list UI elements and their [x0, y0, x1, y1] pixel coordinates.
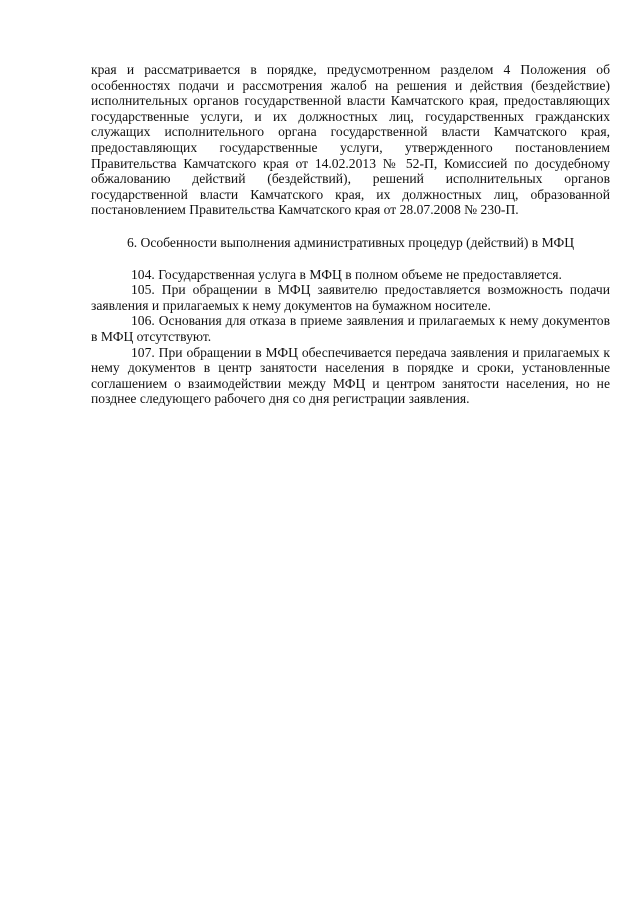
continued-paragraph: края и рассматривается в порядке, предусмотренном разделом 4 Положения об особенностях подачи и рассмотрения жалоб на решения и действия (бездействие) исполнительных органов государственной власти Камчатского края, предоставляющих государственные услуги, и их должностных лиц, государственных гражданских служащих исполнительного органа государственной власти Камчатского края, предоставляющих государственные услуги, утвержденного постановлением Правительства Камчатского края от 14.02.2013 № 52-П, Комиссией по досудебному обжалованию действий (бездействий), решений исполнительных органов государственной власти Камчатского края, их должностных лиц, образованной постановлением Правительства Камчатского края от 28.07.2008 № 230-П.	[91, 62, 610, 218]
section-heading: 6. Особенности выполнения административных процедур (действий) в МФЦ	[126, 234, 575, 250]
paragraph-104: 104. Государственная услуга в МФЦ в полном объеме не предоставляется.	[131, 266, 562, 282]
paragraph-107: 107. При обращении в МФЦ обеспечивается передача заявления и прилагаемых к нему документов в центр занятости населения в порядке и сроки, установленные соглашением о взаимодействии между МФЦ и центром занятости населения, но не позднее следующего рабочего дня со дня регистрации заявления.	[91, 344, 610, 407]
paragraph-105: 105. При обращении в МФЦ заявителю предоставляется возможность подачи заявления и прилагаемых к нему документов на бумажном носителе.	[91, 282, 610, 313]
paragraph-106: 106. Основания для отказа в приеме заявления и прилагаемых к нему документов в МФЦ отсутствуют.	[91, 313, 610, 344]
document-body	[91, 62, 610, 407]
